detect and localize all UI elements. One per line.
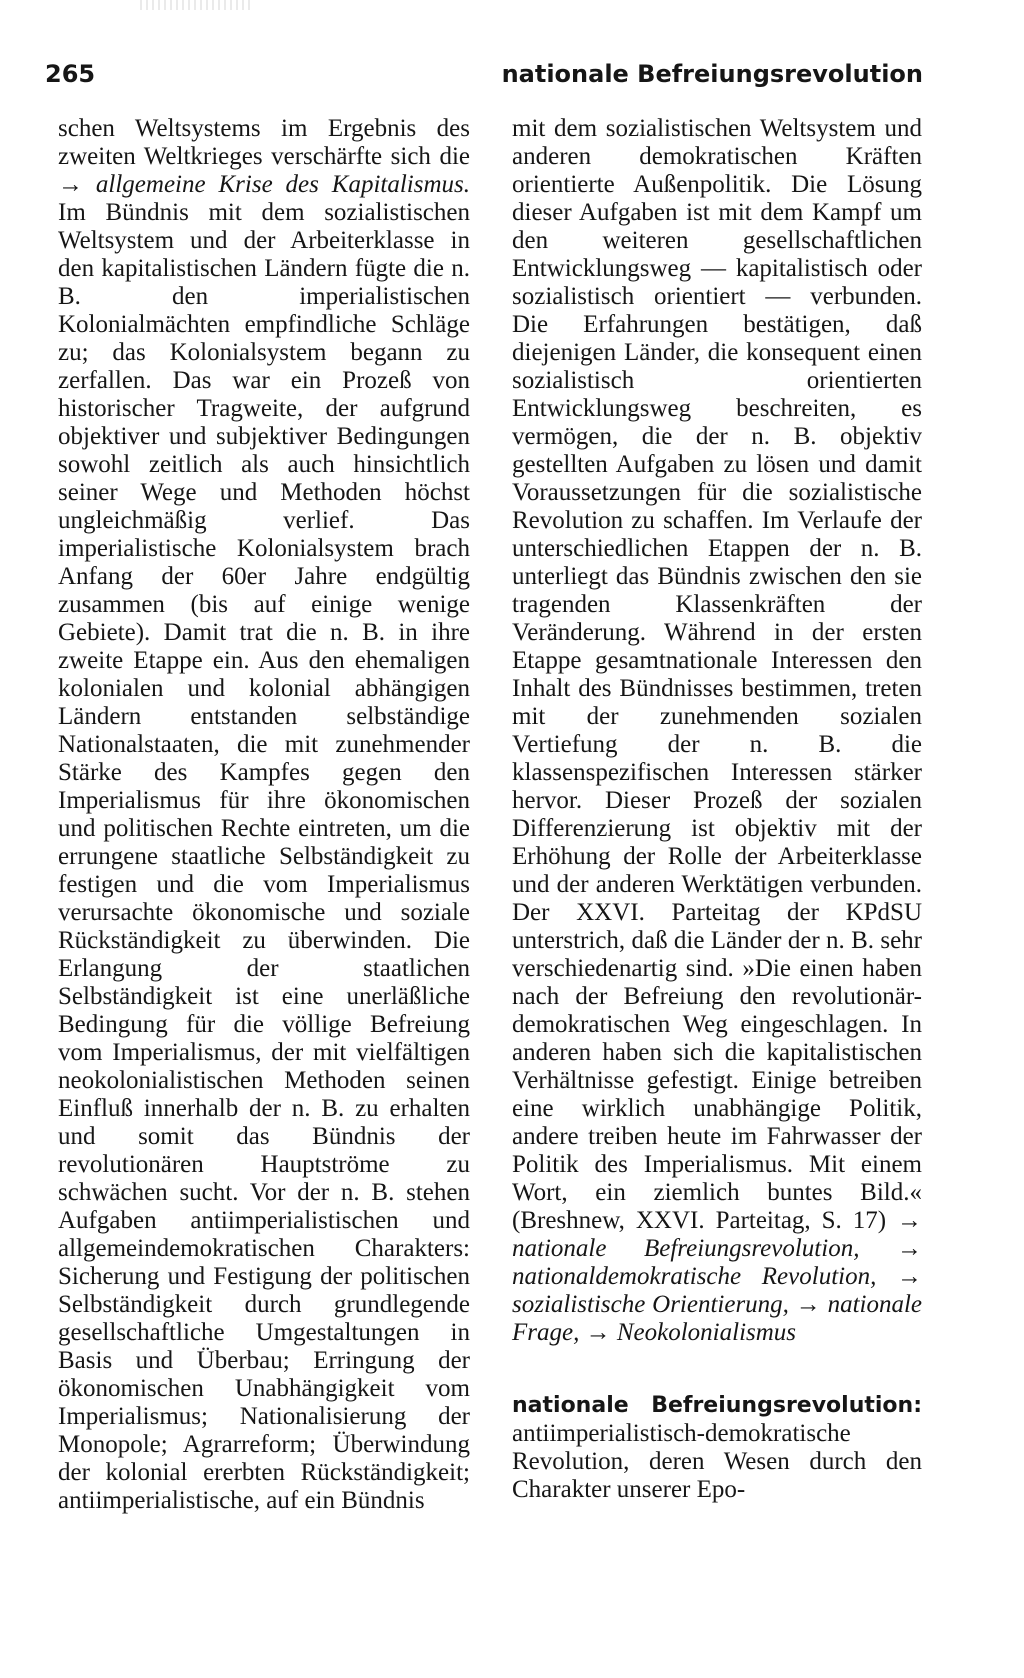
body-text: schen Weltsystems im Ergebnis des zweiten Weltkrieges verschärfte sich die xyxy=(58,115,470,170)
page-header xyxy=(45,58,923,98)
cross-reference-arrow-icon: → xyxy=(897,1263,922,1290)
cross-reference-arrow-icon: → xyxy=(795,1291,821,1318)
cross-reference-link[interactable]: sozialistische Orientierung, xyxy=(512,1291,789,1318)
entry-body-continued xyxy=(512,115,922,1347)
cross-reference-link[interactable]: nationaldemokratische Revolution, xyxy=(512,1263,877,1290)
body-text: Im Bündnis mit dem sozialistischen Weltsystem und der Arbeiterklasse in den kapitalistischen Ländern fügte die n. B. den imperialistischen Kolonialmächten empfindliche Schläge zu; das Kolonialsystem begann zu zerfallen. Das war ein Prozeß von historischer Tragweite, der aufgrund objektiver und subjektiver Bedingungen sowohl zeitlich als auch hinsichtlich seiner Wege und Methoden höchst ungleichmäßig verlief. Das imperialistische Kolonialsystem brach Anfang der 60er Jahre endgültig zusammen (bis auf einige wenige Gebiete). Damit trat die n. B. in ihre zweite Etappe ein. Aus den ehemaligen kolonialen und kolonial abhängigen Ländern entstanden selbständige Nationalstaaten, die mit zunehmender Stärke des Kampfes gegen den Imperialismus für ihre ökonomischen und politischen Rechte eintreten, um die errungene staatliche Selbständigkeit zu festigen und die vom Imperialismus verursachte ökonomische und soziale Rückständigkeit zu überwinden. Die Erlangung der staatlichen Selbständigkeit ist eine unerläßliche Bedingung für die völlige Befreiung vom Imperialismus, der mit vielfältigen neokolonialistischen Methoden seinen Einfluß innerhalb der n. B. zu erhalten und somit das Bündnis der revolutionären Hauptströme zu schwächen sucht. Vor der n. B. stehen Aufgaben antiimperialistischen und allgemeindemokratischen Charakters: Sicherung und Festigung der politischen Selbständigkeit durch grundlegende gesellschaftliche Umgestaltungen in Basis und Überbau; Erringung der ökonomischen Unabhängigkeit vom Imperialismus; Nationalisierung der Monopole; Agrarreform; Überwindung der kolonial ererbten Rückständigkeit; antiimperialistische, auf ein Bündnis xyxy=(58,199,470,1514)
scan-artifact xyxy=(140,0,250,10)
cross-reference-link[interactable]: nationale Frage, xyxy=(512,1291,922,1346)
cross-reference-link[interactable]: nationale Befreiungsrevolution, xyxy=(512,1235,860,1262)
right-column xyxy=(512,115,922,1504)
cross-reference-arrow-icon: → xyxy=(585,1319,611,1346)
entry-body-continued xyxy=(58,115,470,1515)
entry-definition: antiimperialistisch-demokratische Revolution, deren Wesen durch den Charakter unserer Epo- xyxy=(512,1420,922,1503)
cross-reference-arrow-icon: → xyxy=(58,171,83,198)
running-head: nationale Befreiungsrevolution xyxy=(501,60,923,88)
cross-reference-arrow-icon: → xyxy=(897,1235,922,1262)
left-column xyxy=(58,115,470,1515)
entry-headword: nationale Befreiungsrevolution: xyxy=(512,1393,922,1418)
cross-reference-link[interactable]: allgemeine Krise des Kapitalismus. xyxy=(95,171,471,198)
dictionary-entry xyxy=(512,1391,922,1504)
body-text: mit dem sozialistischen Weltsystem und anderen demokratischen Kräften orientierte Außenpolitik. Die Lösung dieser Aufgaben ist mit dem Kampf um den weiteren gesellschaftlichen Entwicklungsweg — kapitalistisch oder sozialistisch orientiert — verbunden. Die Erfahrungen bestätigen, daß diejenigen Länder, die konsequent einen sozialistisch orientierten Entwicklungsweg beschreiten, es vermögen, die der n. B. objektiv gestellten Aufgaben zu lösen und damit Voraussetzungen für die sozialistische Revolution zu schaffen. Im Verlaufe der unterschiedlichen Etappen der n. B. unterliegt das Bündnis zwischen den sie tragenden Klassenkräften der Veränderung. Während in der ersten Etappe gesamtnationale Interessen den Inhalt des Bündnisses bestimmen, treten mit der zunehmenden sozialen Vertiefung der n. B. die klassenspezifischen Interessen stärker hervor. Dieser Prozeß der sozialen Differenzierung ist objektiv mit der Erhöhung der Rolle der Arbeiterklasse und der anderen Werktätigen verbunden. Der XXVI. Parteitag der KPdSU unterstrich, daß die Länder der n. B. sehr verschiedenartig sind. »Die einen haben nach der Befreiung den revolutionär-demokratischen Weg eingeschlagen. In anderen haben sich die kapitalistischen Verhältnisse gefestigt. Einige betreiben eine wirklich unabhängige Politik, andere treiben heute im Fahrwasser der Politik des Imperialismus. Mit einem Wort, ein ziemlich buntes Bild.« (Breshnew, XXVI. Parteitag, S. 17) xyxy=(512,115,922,1234)
cross-reference-link[interactable]: Neokolonialismus xyxy=(616,1319,797,1346)
cross-reference-arrow-icon: → xyxy=(897,1207,922,1234)
page-number: 265 xyxy=(45,60,96,88)
